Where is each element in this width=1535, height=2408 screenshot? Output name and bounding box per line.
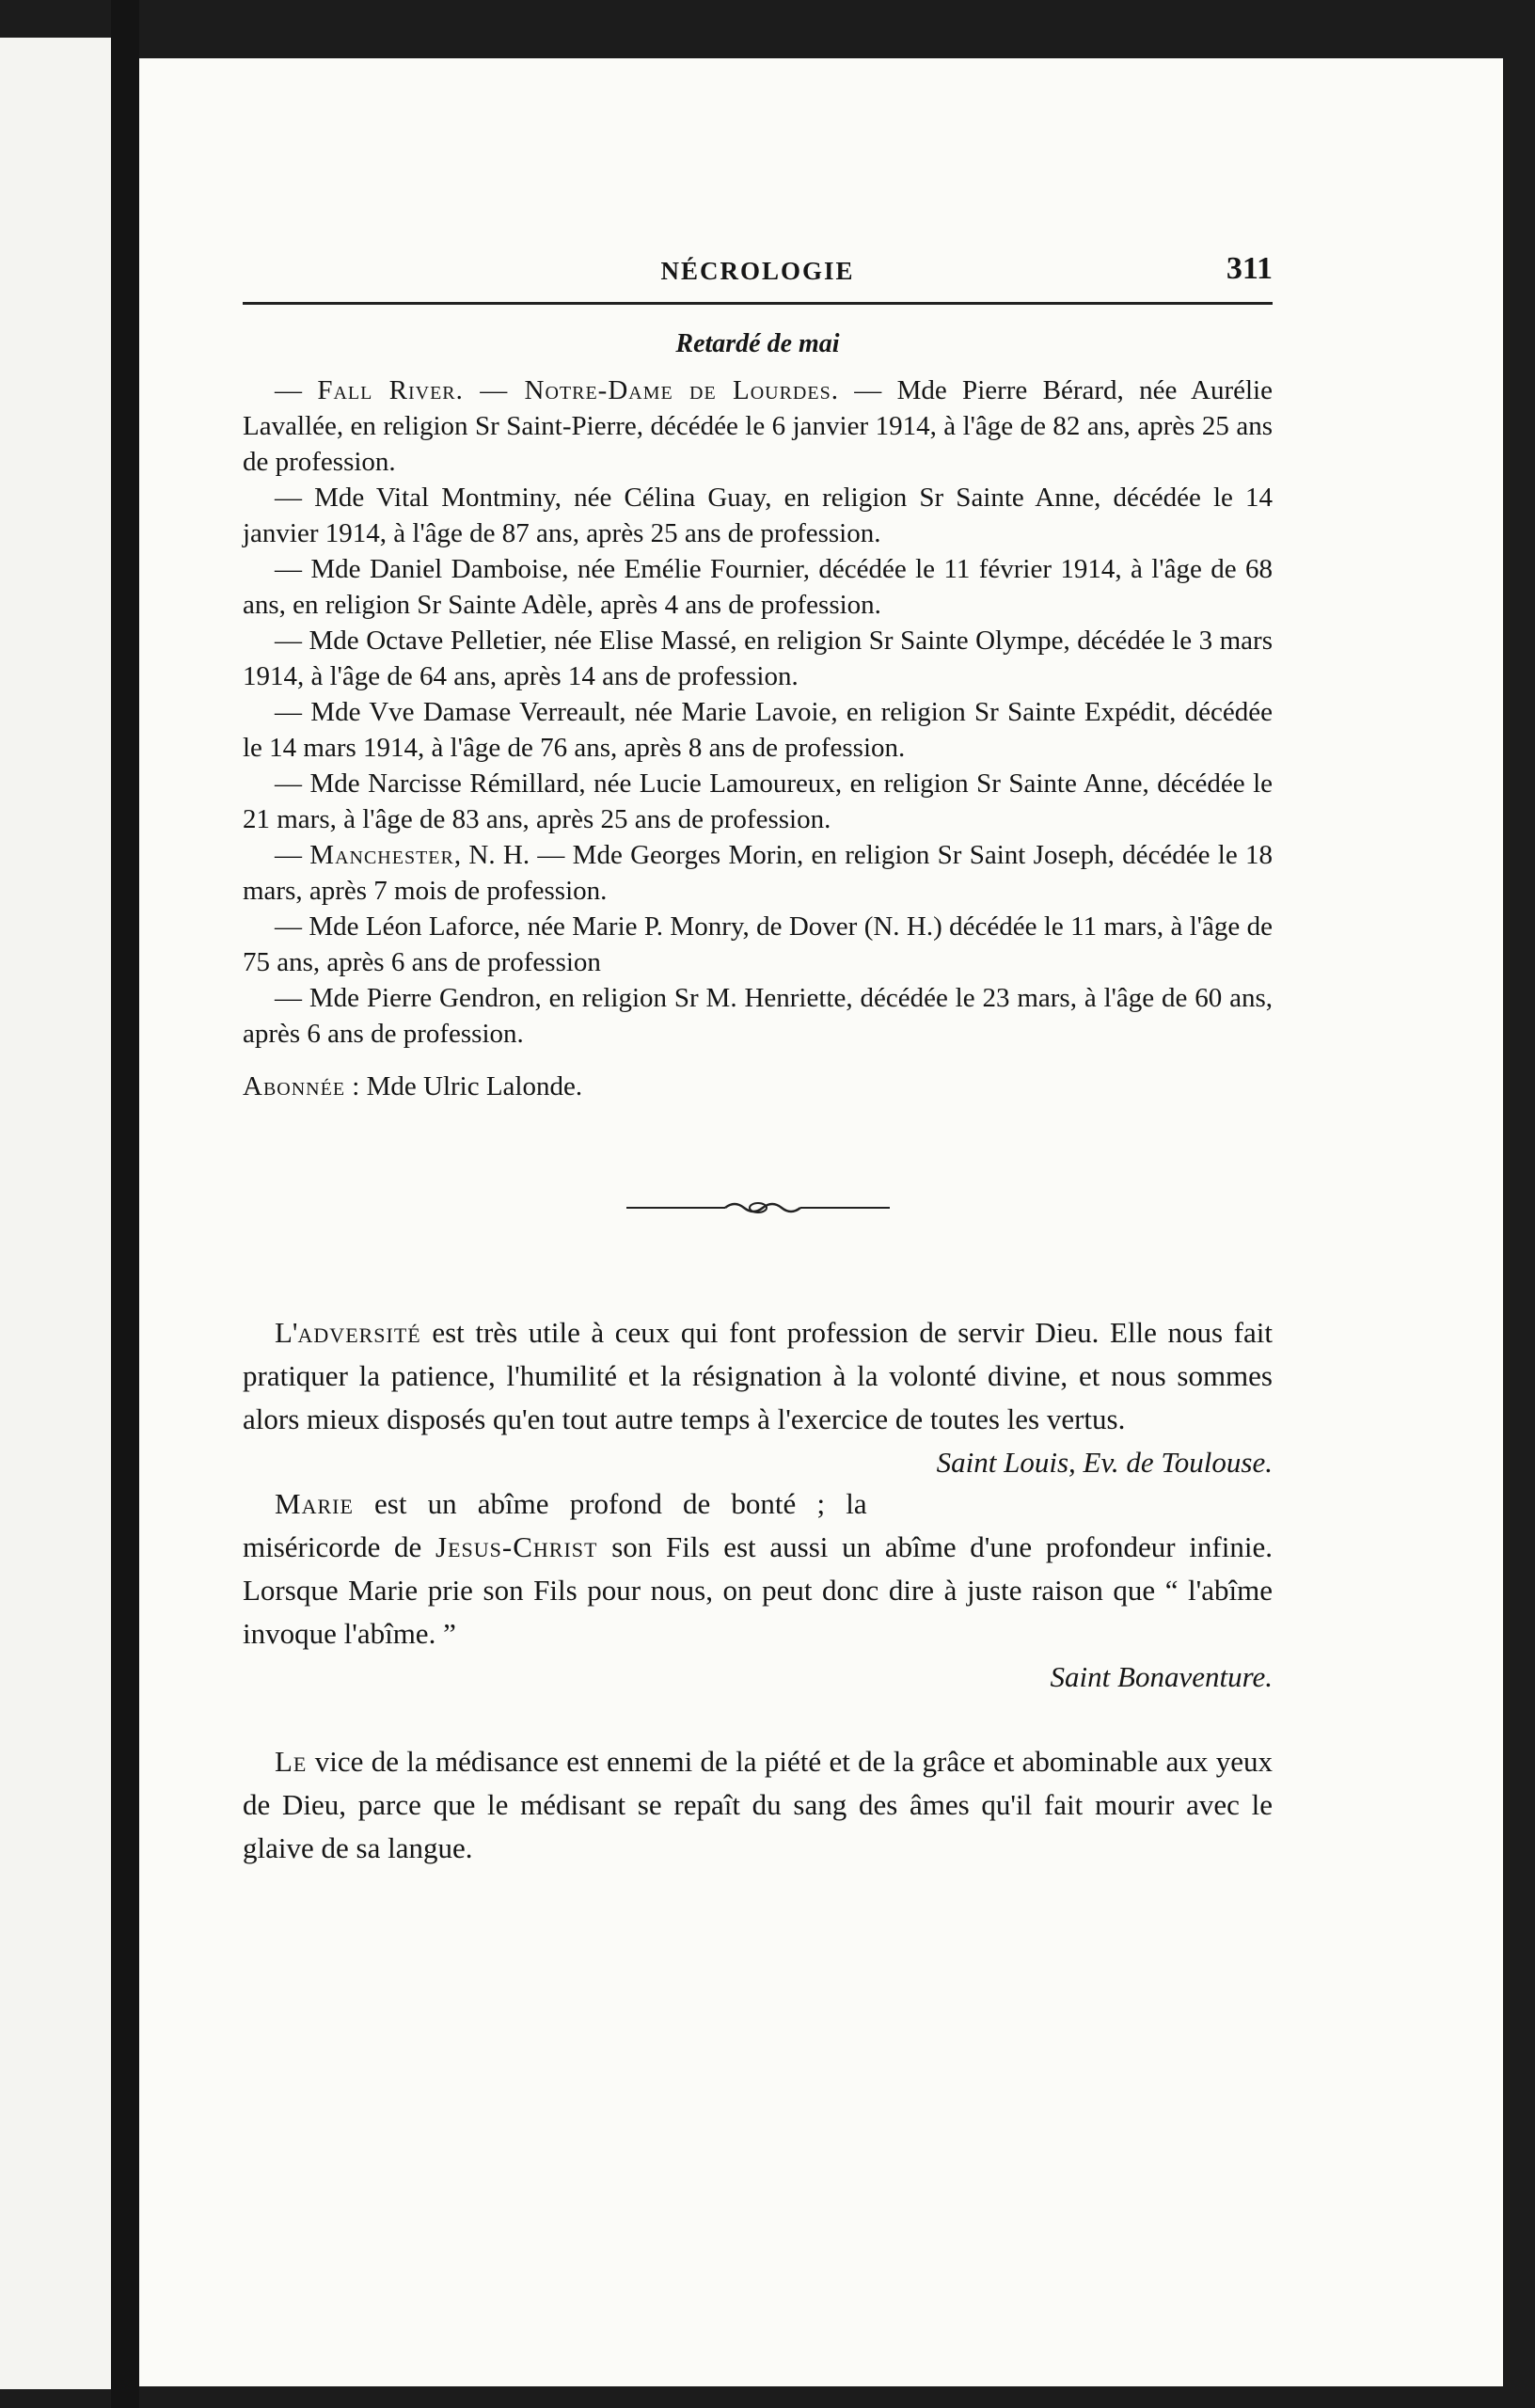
quote-paragraph: Le vice de la médisance est ennemi de la piété et de la grâce et abominable aux yeux de Dieu, parce que le médisant se repaît du sang des âmes qu'il fait mourir avec le glaive de sa langue. — [243, 1745, 1273, 1864]
obituary-entry: — Mde Vital Montminy, née Célina Guay, en religion Sr Sainte Anne, décédée le 14 janvier 1914, à l'âge de 87 ans, après 25 ans de profession. — [243, 483, 1273, 548]
obituary-entry: — Mde Vve Damase Verreault, née Marie Lavoie, en religion Sr Sainte Expédit, décédée le 14 mars 1914, à l'âge de 76 ans, après 8 ans de profession. — [243, 697, 1273, 763]
obituary-entry: — Mde Daniel Damboise, née Emélie Fournier, décédée le 11 février 1914, à l'âge de 68 ans, en religion Sr Sainte Adèle, après 4 ans de profession. — [243, 554, 1273, 620]
running-title: NÉCROLOGIE — [660, 257, 855, 285]
book-gutter — [111, 0, 139, 2408]
page-content — [243, 251, 1273, 1870]
section-title: Retardé de mai — [675, 329, 840, 358]
obituary-entry: — Mde Narcisse Rémillard, née Lucie Lamoureux, en religion Sr Sainte Anne, décédée le 21 mars, à l'âge de 83 ans, après 25 ans de profession. — [243, 768, 1273, 834]
subscriber-label: Abonnée — [243, 1071, 346, 1101]
previous-page-edge — [0, 38, 111, 2389]
running-head — [243, 251, 1273, 298]
subscriber-line: Abonnée : Mde Ulric Lalonde. — [243, 1071, 583, 1101]
obituary-entry: — Mde Léon Laforce, née Marie P. Monry, de Dover (N. H.) décédée le 11 mars, à l'âge de 75 ans, après 6 ans de profession — [243, 911, 1273, 977]
header-rule — [243, 302, 1273, 305]
obituary-entry: — Fall River. — Notre-Dame de Lourdes. — Mde Pierre Bérard, née Aurélie Lavallée, en religion Sr Saint-Pierre, décédée le 6 janvier 1914, à l'âge de 82 ans, après 25 ans de profession. — [243, 375, 1273, 477]
obituary-entry: — Mde Octave Pelletier, née Elise Massé, en religion Sr Sainte Olympe, décédée le 3 mars 1914, à l'âge de 64 ans, après 14 ans de profession. — [243, 626, 1273, 691]
quote-paragraph: L'adversité est très utile à ceux qui font profession de servir Dieu. Elle nous fait pratiquer la patience, l'humilité et la résignation à la volonté divine, et nous sommes alors mieux disposés qu'en tout autre temps à l'exercice de toutes les vertus. Saint Louis, Ev. de Toulouse. — [243, 1311, 1273, 1441]
book-page — [139, 58, 1503, 2386]
obituary-entry: — Mde Pierre Gendron, en religion Sr M. Henriette, décédée le 23 mars, à l'âge de 60 ans, après 6 ans de profession. — [243, 983, 1273, 1049]
quote-paragraph: Marie est un abîme profond de bonté ; la miséricorde de Jesus-Christ son Fils est aussi un abîme d'une profondeur infinie. Lorsque Marie prie son Fils pour nous, on peut donc dire à juste raison que “ l'abîme invoque l'abîme. ” — [243, 1487, 1273, 1650]
quote-attribution: Saint Louis, Ev. de Toulouse. — [936, 1446, 1273, 1479]
obituary-list — [243, 372, 1273, 1052]
page-number: 311 — [1226, 251, 1273, 286]
ornament-divider-icon — [626, 1198, 890, 1217]
quote-attribution: Saint Bonaventure. — [1050, 1660, 1273, 1693]
obituary-entry: — Manchester, N. H. — Mde Georges Morin, en religion Sr Saint Joseph, décédée le 18 mars, après 7 mois de profession. — [243, 840, 1273, 906]
